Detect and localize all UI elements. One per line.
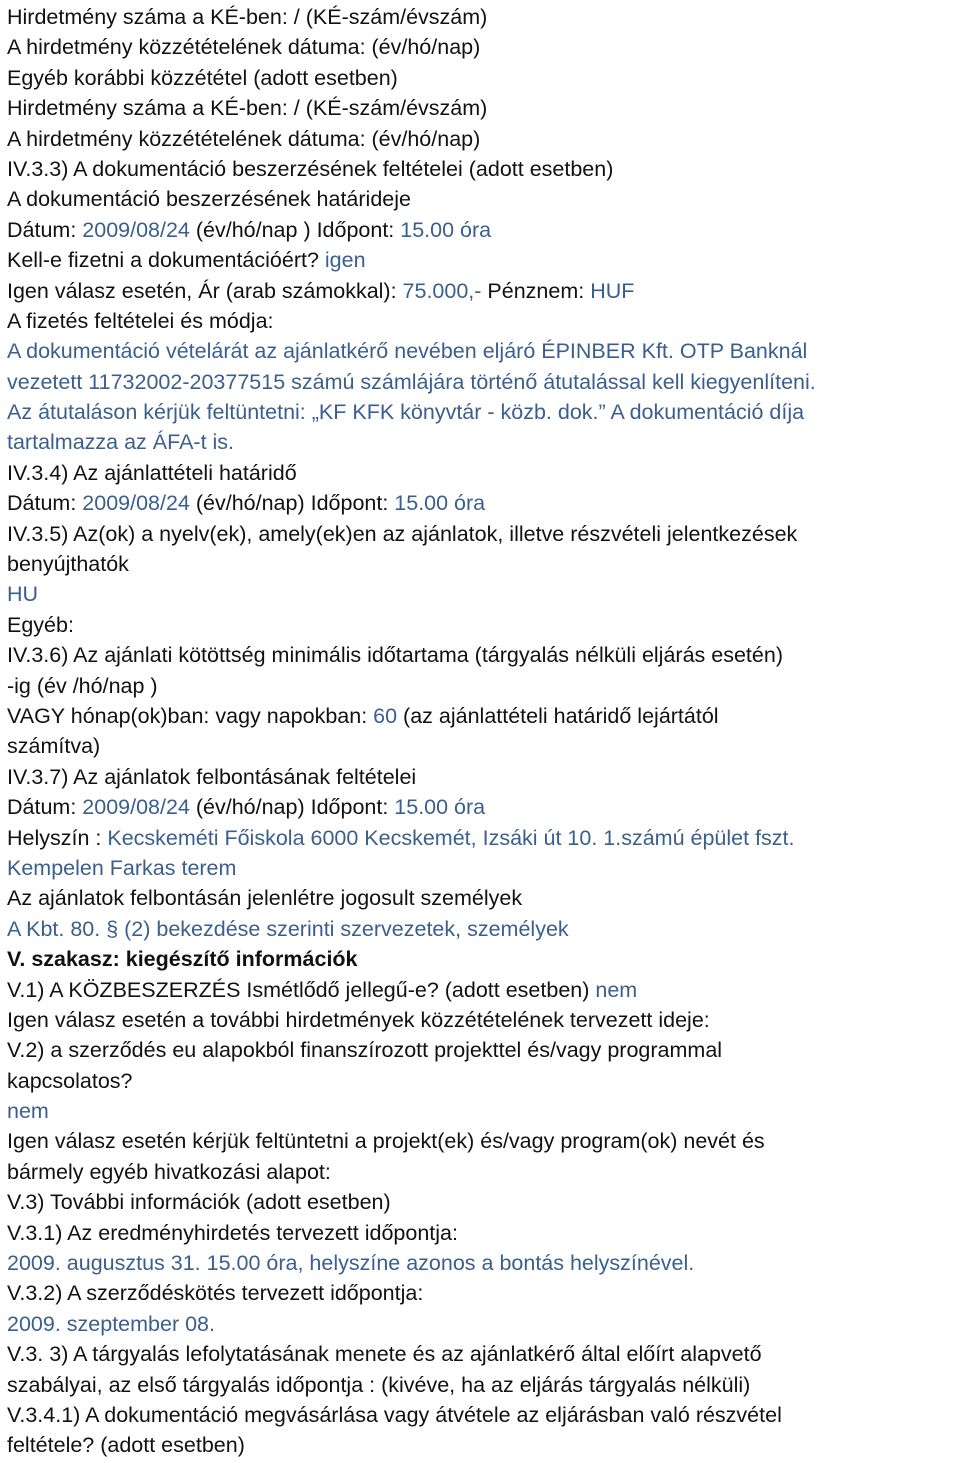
field-label: V.3.4.1) A dokumentáció megvásárlása vagy átvétele az eljárásban való részvétel [7,1402,782,1427]
text-line [7,1157,960,1187]
text-line [7,1096,960,1126]
field-value: 2009/08/24 [82,795,190,820]
text-line [7,1066,960,1096]
field-label: V.2) a szerződés eu alapokból finanszírozott projekttel és/vagy programmal [7,1038,723,1063]
field-label: Egyéb korábbi közzététel (adott esetben) [7,65,398,90]
text-line [7,32,960,62]
text-line [7,276,960,306]
text-line [7,1370,960,1400]
field-label: IV.3.3) A dokumentáció beszerzésének feltételei (adott esetben) [7,156,614,181]
text-line [7,1187,960,1217]
field-label: bármely egyéb hivatkozási alapot: [7,1159,331,1184]
field-label: Dátum: [7,217,83,242]
field-value: 2009. augusztus 31. 15.00 óra, helyszíne azonos a bontás helyszínével. [7,1251,695,1276]
text-line [7,1400,960,1430]
field-label: Pénznem: [481,278,591,303]
text-line [7,1430,960,1460]
field-label: kapcsolatos? [7,1068,133,1093]
field-label: benyújthatók [7,552,129,577]
field-label: Hirdetmény száma a KÉ-ben: / (KÉ-szám/évszám) [7,96,488,121]
section-heading: V. szakasz: kiegészítő információk [7,947,358,972]
text-line [7,1005,960,1035]
field-label: feltétele? (adott esetben) [7,1433,245,1458]
field-value: 60 [373,703,398,728]
text-line [7,549,960,579]
text-line [7,397,960,427]
field-value: HUF [590,278,635,303]
text-line [7,184,960,214]
field-label: VAGY hónap(ok)ban: vagy napokban: [7,703,374,728]
text-line [7,124,960,154]
field-label: Dátum: [7,491,83,516]
field-label: V.3. 3) A tárgyalás lefolytatásának menete és az ajánlatkérő által előírt alapvető [7,1342,762,1367]
text-line [7,671,960,701]
field-label: V.3.1) Az eredményhirdetés tervezett időpontja: [7,1220,458,1245]
field-label: Igen válasz esetén, Ár (arab számokkal): [7,278,403,303]
field-label: V.3.2) A szerződéskötés tervezett időpontja: [7,1281,424,1306]
text-line [7,336,960,366]
text-line [7,1309,960,1339]
text-line [7,853,960,883]
field-value: nem [595,977,638,1002]
text-line [7,215,960,245]
field-label: számítva) [7,734,101,759]
text-line [7,154,960,184]
field-label: (év/hó/nap) Időpont: [189,795,395,820]
text-line [7,701,960,731]
field-label: (az ajánlattételi határidő lejártától [397,703,719,728]
text-line [7,306,960,336]
text-line [7,458,960,488]
field-label: szabályai, az első tárgyalás időpontja : (kivéve, ha az eljárás tárgyalás nélküli) [7,1372,751,1397]
field-value: A dokumentáció vételárát az ajánlatkérő nevében eljáró ÉPINBER Kft. OTP Banknál [7,339,808,364]
text-line [7,1339,960,1369]
text-line [7,488,960,518]
field-label: V.3) További információk (adott esetben) [7,1190,391,1215]
text-line [7,944,960,974]
field-value: Kecskeméti Főiskola 6000 Kecskemét, Izsáki út 10. 1.számú épület fszt. [107,825,795,850]
field-value: 15.00 óra [394,491,486,516]
field-label: Helyszín : [7,825,108,850]
text-line [7,519,960,549]
text-line [7,1126,960,1156]
text-line [7,245,960,275]
field-label: Kell-e fizetni a dokumentációért? [7,248,325,273]
field-label: Dátum: [7,795,83,820]
field-label: Az ajánlatok felbontásán jelenlétre jogosult személyek [7,886,523,911]
field-label: IV.3.6) Az ajánlati kötöttség minimális időtartama (tárgyalás nélküli eljárás esetén) [7,643,783,668]
text-line [7,914,960,944]
text-line [7,792,960,822]
field-label: V.1) A KÖZBESZERZÉS Ismétlődő jellegű-e? (adott esetben) [7,977,596,1002]
text-line [7,2,960,32]
text-line [7,823,960,853]
field-label: A dokumentáció beszerzésének határideje [7,187,411,212]
field-value: Kempelen Farkas terem [7,855,237,880]
field-value: HU [7,582,39,607]
field-value: 2009/08/24 [82,491,190,516]
text-line [7,367,960,397]
field-label: IV.3.7) Az ajánlatok felbontásának feltételei [7,764,417,789]
field-value: vezetett 11732002-20377515 számú számlájára történő átutalással kell kiegyenlíteni. [7,369,816,394]
text-line [7,975,960,1005]
field-label: Hirdetmény száma a KÉ-ben: / (KÉ-szám/évszám) [7,5,488,29]
text-line [7,1278,960,1308]
text-line [7,1035,960,1065]
text-line [7,610,960,640]
text-line [7,63,960,93]
field-value: 15.00 óra [400,217,492,242]
field-label: A fizetés feltételei és módja: [7,308,274,333]
field-value: 2009/08/24 [82,217,190,242]
field-value: 75.000,- [402,278,482,303]
text-line [7,579,960,609]
field-label: Igen válasz esetén a további hirdetmények közzétételének tervezett ideje: [7,1007,710,1032]
field-label: A hirdetmény közzétételének dátuma: (év/hó/nap) [7,126,481,151]
field-label: IV.3.4) Az ajánlattételi határidő [7,460,297,485]
field-label: Igen válasz esetén kérjük feltüntetni a projekt(ek) és/vagy program(ok) nevét és [7,1129,765,1154]
field-label: (év/hó/nap) Időpont: [189,491,395,516]
text-line [7,883,960,913]
field-value: 2009. szeptember 08. [7,1311,215,1336]
field-label: A hirdetmény közzétételének dátuma: (év/hó/nap) [7,35,481,60]
field-value: A Kbt. 80. § (2) bekezdése szerinti szervezetek, személyek [7,916,569,941]
text-line [7,640,960,670]
text-line [7,1248,960,1278]
text-line [7,1218,960,1248]
text-line [7,93,960,123]
field-label: Egyéb: [7,612,74,637]
field-value: Az átutaláson kérjük feltüntetni: „KF KFK könyvtár - közb. dok.” A dokumentáció díja [7,400,805,425]
field-label: (év/hó/nap ) Időpont: [189,217,401,242]
field-label: IV.3.5) Az(ok) a nyelv(ek), amely(ek)en az ajánlatok, illetve részvételi jelentkezések [7,521,798,546]
field-value: 15.00 óra [394,795,486,820]
text-line [7,731,960,761]
text-line [7,427,960,457]
text-line [7,762,960,792]
field-value: igen [324,248,366,273]
field-value: tartalmazza az ÁFA-t is. [7,430,235,455]
field-label: -ig (év /hó/nap ) [7,673,158,698]
field-value: nem [7,1099,49,1124]
